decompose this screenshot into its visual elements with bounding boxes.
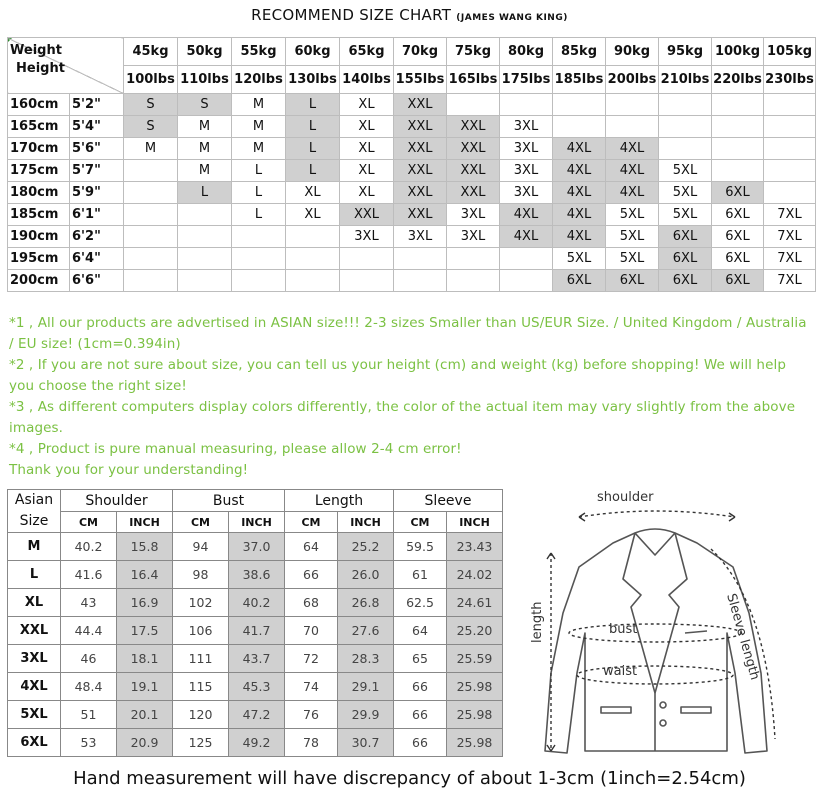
measure-value: 48.4: [61, 673, 117, 701]
chart-lbs-row: [8, 66, 816, 94]
size-cell: [340, 270, 394, 292]
chart-kg-row: [8, 38, 816, 66]
size-cell: [764, 116, 816, 138]
measure-value: 65: [394, 645, 447, 673]
size-cell: 6XL: [606, 270, 659, 292]
lbs-header: 130lbs: [286, 66, 340, 94]
measure-value: 61: [394, 561, 447, 589]
lbs-header: 155lbs: [394, 66, 447, 94]
size-cell: 5XL: [606, 226, 659, 248]
size-cell: 4XL: [606, 182, 659, 204]
chart-row: [8, 248, 816, 270]
size-cell: 6XL: [712, 226, 764, 248]
measure-value: 25.59: [447, 645, 503, 673]
size-cell: L: [232, 204, 286, 226]
measure-size: 5XL: [8, 701, 61, 729]
measure-value: 66: [394, 701, 447, 729]
size-cell: XXL: [394, 204, 447, 226]
size-cell: 7XL: [764, 270, 816, 292]
size-cell: [232, 248, 286, 270]
kg-header: 45kg: [124, 38, 178, 66]
size-cell: M: [232, 94, 286, 116]
footer-note: Hand measurement will have discrepancy of about 1-3cm (1inch=2.54cm): [73, 768, 746, 789]
size-cell: L: [286, 94, 340, 116]
size-cell: XXL: [394, 116, 447, 138]
height-ft: 5'4": [70, 116, 124, 138]
size-cell: [712, 116, 764, 138]
height-ft: 5'7": [70, 160, 124, 182]
measure-value: 76: [285, 701, 338, 729]
measure-value: 25.98: [447, 701, 503, 729]
size-cell: 7XL: [764, 248, 816, 270]
size-cell: XXL: [340, 204, 394, 226]
height-label: Height: [16, 61, 65, 76]
size-cell: XXL: [394, 138, 447, 160]
lbs-header: 110lbs: [178, 66, 232, 94]
size-cell: XXL: [394, 160, 447, 182]
lbs-header: 210lbs: [659, 66, 712, 94]
unit-header-cm: CM: [61, 512, 117, 533]
size-cell: XL: [340, 94, 394, 116]
size-cell: XL: [340, 116, 394, 138]
size-cell: [764, 138, 816, 160]
measure-value: 43: [61, 589, 117, 617]
size-cell: [712, 160, 764, 182]
measure-value: 66: [394, 673, 447, 701]
height-cm: 190cm: [8, 226, 70, 248]
measure-row: [8, 589, 503, 617]
size-cell: 4XL: [553, 182, 606, 204]
measure-group-header: Shoulder: [61, 490, 173, 512]
measure-value: 37.0: [229, 533, 285, 561]
size-cell: 3XL: [394, 226, 447, 248]
asian-size-header: [8, 490, 61, 533]
height-cm: 175cm: [8, 160, 70, 182]
size-cell: 6XL: [659, 248, 712, 270]
note-line: Thank you for your understanding!: [9, 462, 249, 478]
unit-header-inch: INCH: [447, 512, 503, 533]
size-cell: 5XL: [659, 160, 712, 182]
measure-row: [8, 561, 503, 589]
kg-header: 55kg: [232, 38, 286, 66]
measure-value: 70: [285, 617, 338, 645]
asian-label: Asian: [14, 492, 54, 508]
size-cell: M: [124, 138, 178, 160]
size-cell: 5XL: [606, 204, 659, 226]
size-cell: L: [178, 182, 232, 204]
kg-header: 85kg: [553, 38, 606, 66]
chart-row: [8, 160, 816, 182]
kg-header: 90kg: [606, 38, 659, 66]
chart-row: [8, 94, 816, 116]
size-cell: 7XL: [764, 204, 816, 226]
size-cell: [447, 94, 500, 116]
size-cell: 3XL: [500, 160, 553, 182]
bust-label: bust: [609, 622, 638, 637]
size-cell: [124, 248, 178, 270]
measure-value: 51: [61, 701, 117, 729]
measure-value: 46: [61, 645, 117, 673]
size-cell: [764, 94, 816, 116]
size-cell: L: [286, 116, 340, 138]
unit-header-cm: CM: [394, 512, 447, 533]
sleeve-label: Sleeve length: [723, 591, 763, 682]
size-cell: XL: [340, 138, 394, 160]
measure-value: 64: [285, 533, 338, 561]
size-cell: [606, 116, 659, 138]
size-cell: 3XL: [340, 226, 394, 248]
measure-value: 94: [173, 533, 229, 561]
size-cell: L: [286, 160, 340, 182]
size-cell: [500, 248, 553, 270]
measure-value: 19.1: [117, 673, 173, 701]
size-cell: 5XL: [659, 204, 712, 226]
size-cell: XL: [340, 160, 394, 182]
size-cell: [124, 182, 178, 204]
measure-row: [8, 533, 503, 561]
size-cell: [553, 116, 606, 138]
size-cell: [764, 160, 816, 182]
measure-row: [8, 673, 503, 701]
size-label: Size: [19, 513, 49, 529]
unit-header-inch: INCH: [229, 512, 285, 533]
size-cell: [712, 138, 764, 160]
height-cm: 185cm: [8, 204, 70, 226]
height-cm: 165cm: [8, 116, 70, 138]
lbs-header: 140lbs: [340, 66, 394, 94]
measure-header-row: [8, 490, 503, 512]
size-cell: [447, 248, 500, 270]
measure-value: 115: [173, 673, 229, 701]
size-cell: [286, 270, 340, 292]
size-cell: [232, 226, 286, 248]
height-ft: 6'2": [70, 226, 124, 248]
size-cell: L: [232, 160, 286, 182]
size-cell: XL: [340, 182, 394, 204]
height-ft: 6'1": [70, 204, 124, 226]
height-cm: 170cm: [8, 138, 70, 160]
kg-header: 50kg: [178, 38, 232, 66]
measure-value: 41.7: [229, 617, 285, 645]
measurement-table: [7, 489, 503, 757]
size-cell: 6XL: [553, 270, 606, 292]
size-cell: 3XL: [447, 204, 500, 226]
unit-header-inch: INCH: [117, 512, 173, 533]
measure-value: 53: [61, 729, 117, 757]
measure-unit-row: [8, 512, 503, 533]
size-cell: [447, 270, 500, 292]
size-cell: [178, 270, 232, 292]
size-cell: 6XL: [712, 248, 764, 270]
height-cm: 200cm: [8, 270, 70, 292]
kg-header: 70kg: [394, 38, 447, 66]
unit-header-inch: INCH: [338, 512, 394, 533]
chart-row: [8, 226, 816, 248]
size-cell: [500, 94, 553, 116]
size-cell: XXL: [394, 94, 447, 116]
measure-value: 28.3: [338, 645, 394, 673]
kg-header: 100kg: [712, 38, 764, 66]
size-cell: [178, 248, 232, 270]
kg-header: 80kg: [500, 38, 553, 66]
size-cell: 6XL: [712, 182, 764, 204]
measure-value: 26.8: [338, 589, 394, 617]
size-cell: 3XL: [500, 138, 553, 160]
size-cell: [659, 116, 712, 138]
chart-row: [8, 270, 816, 292]
size-cell: XL: [286, 204, 340, 226]
size-cell: [764, 182, 816, 204]
measure-value: 29.9: [338, 701, 394, 729]
lbs-header: 230lbs: [764, 66, 816, 94]
size-cell: [286, 248, 340, 270]
size-cell: S: [124, 116, 178, 138]
size-cell: 4XL: [553, 160, 606, 182]
note-line: *1 , All our products are advertised in ASIAN size!!! 2-3 sizes Smaller than US/EUR Size. / United Kingdom / Australia / EU size! (1cm=0.394in): [9, 315, 807, 352]
size-cell: S: [124, 94, 178, 116]
height-ft: 6'4": [70, 248, 124, 270]
lbs-header: 200lbs: [606, 66, 659, 94]
size-cell: [659, 94, 712, 116]
height-cm: 180cm: [8, 182, 70, 204]
size-cell: M: [232, 116, 286, 138]
chart-title-text: RECOMMEND SIZE CHART: [251, 6, 452, 24]
measure-value: 120: [173, 701, 229, 729]
measure-row: [8, 645, 503, 673]
chart-row: [8, 182, 816, 204]
size-cell: [394, 248, 447, 270]
size-cell: [659, 138, 712, 160]
lbs-header: 220lbs: [712, 66, 764, 94]
size-cell: S: [178, 94, 232, 116]
lbs-header: 185lbs: [553, 66, 606, 94]
size-cell: 4XL: [553, 138, 606, 160]
measure-value: 16.9: [117, 589, 173, 617]
measure-row: [8, 729, 503, 757]
measure-group-header: Bust: [173, 490, 285, 512]
measure-row: [8, 617, 503, 645]
size-cell: 6XL: [659, 270, 712, 292]
measure-value: 59.5: [394, 533, 447, 561]
size-cell: XXL: [447, 182, 500, 204]
note-line: *2 , If you are not sure about size, you can tell us your height (cm) and weight (kg) before shopping! We will help you choose the right size!: [9, 357, 787, 394]
size-cell: [553, 94, 606, 116]
measure-value: 74: [285, 673, 338, 701]
size-cell: [124, 204, 178, 226]
measure-size: 3XL: [8, 645, 61, 673]
size-cell: M: [178, 116, 232, 138]
lbs-header: 120lbs: [232, 66, 286, 94]
shoulder-label: shoulder: [597, 490, 654, 505]
size-cell: 4XL: [606, 160, 659, 182]
size-cell: [712, 94, 764, 116]
height-ft: 5'2": [70, 94, 124, 116]
size-cell: 4XL: [500, 204, 553, 226]
brand-label: (JAMES WANG KING): [456, 13, 568, 23]
size-cell: 3XL: [500, 182, 553, 204]
height-ft: 6'6": [70, 270, 124, 292]
measure-value: 43.7: [229, 645, 285, 673]
measure-size: 4XL: [8, 673, 61, 701]
chart-row: [8, 138, 816, 160]
size-cell: 6XL: [712, 270, 764, 292]
measure-value: 30.7: [338, 729, 394, 757]
kg-header: 60kg: [286, 38, 340, 66]
size-cell: [606, 94, 659, 116]
chart-row: [8, 204, 816, 226]
size-cell: M: [178, 160, 232, 182]
size-cell: XXL: [447, 138, 500, 160]
measure-value: 78: [285, 729, 338, 757]
size-cell: 3XL: [447, 226, 500, 248]
size-chart-table: [7, 37, 816, 292]
measure-value: 27.6: [338, 617, 394, 645]
lbs-header: 175lbs: [500, 66, 553, 94]
lbs-header: 100lbs: [124, 66, 178, 94]
measure-value: 49.2: [229, 729, 285, 757]
size-cell: [394, 270, 447, 292]
measure-value: 23.43: [447, 533, 503, 561]
measure-value: 41.6: [61, 561, 117, 589]
size-cell: [178, 204, 232, 226]
measure-value: 25.2: [338, 533, 394, 561]
unit-header-cm: CM: [285, 512, 338, 533]
size-cell: 5XL: [606, 248, 659, 270]
size-cell: XL: [286, 182, 340, 204]
measure-value: 62.5: [394, 589, 447, 617]
size-cell: M: [178, 138, 232, 160]
size-cell: 5XL: [659, 182, 712, 204]
measure-value: 18.1: [117, 645, 173, 673]
note-line: *4 , Product is pure manual measuring, please allow 2-4 cm error!: [9, 441, 462, 457]
measure-value: 98: [173, 561, 229, 589]
size-cell: XXL: [447, 160, 500, 182]
kg-header: 65kg: [340, 38, 394, 66]
size-cell: 4XL: [553, 226, 606, 248]
waist-label: waist: [603, 664, 638, 679]
note-line: *3 , As different computers display colors differently, the color of the actual item may vary slightly from the above images.: [9, 399, 796, 436]
measure-value: 47.2: [229, 701, 285, 729]
measure-value: 38.6: [229, 561, 285, 589]
size-cell: 6XL: [659, 226, 712, 248]
size-cell: 4XL: [606, 138, 659, 160]
kg-header: 75kg: [447, 38, 500, 66]
notes-section: [9, 313, 814, 481]
kg-header: 95kg: [659, 38, 712, 66]
lbs-header: 165lbs: [447, 66, 500, 94]
size-cell: [232, 270, 286, 292]
size-cell: 4XL: [500, 226, 553, 248]
measure-value: 45.3: [229, 673, 285, 701]
kg-header: 105kg: [764, 38, 816, 66]
measure-value: 25.98: [447, 673, 503, 701]
size-cell: [124, 160, 178, 182]
height-ft: 5'9": [70, 182, 124, 204]
measure-value: 17.5: [117, 617, 173, 645]
measure-value: 72: [285, 645, 338, 673]
size-cell: [124, 226, 178, 248]
height-cm: 195cm: [8, 248, 70, 270]
size-cell: XXL: [394, 182, 447, 204]
size-cell: L: [232, 182, 286, 204]
measure-value: 24.02: [447, 561, 503, 589]
size-cell: XXL: [447, 116, 500, 138]
measure-value: 106: [173, 617, 229, 645]
measure-value: 16.4: [117, 561, 173, 589]
weight-label: Weight: [10, 43, 62, 58]
chart-title: [0, 6, 819, 24]
measure-size: XXL: [8, 617, 61, 645]
size-cell: [178, 226, 232, 248]
size-cell: [124, 270, 178, 292]
measure-size: M: [8, 533, 61, 561]
measure-row: [8, 701, 503, 729]
measure-value: 20.9: [117, 729, 173, 757]
measure-value: 64: [394, 617, 447, 645]
size-cell: [500, 270, 553, 292]
height-ft: 5'6": [70, 138, 124, 160]
measure-group-header: Sleeve: [394, 490, 503, 512]
size-cell: [286, 226, 340, 248]
measure-value: 20.1: [117, 701, 173, 729]
size-cell: [340, 248, 394, 270]
size-cell: 4XL: [553, 204, 606, 226]
measure-value: 125: [173, 729, 229, 757]
size-cell: M: [232, 138, 286, 160]
length-label: length: [530, 601, 545, 643]
height-cm: 160cm: [8, 94, 70, 116]
size-cell: 7XL: [764, 226, 816, 248]
measure-size: L: [8, 561, 61, 589]
measure-size: XL: [8, 589, 61, 617]
measure-value: 44.4: [61, 617, 117, 645]
measure-value: 15.8: [117, 533, 173, 561]
size-cell: L: [286, 138, 340, 160]
measure-value: 25.20: [447, 617, 503, 645]
measure-value: 111: [173, 645, 229, 673]
jacket-diagram: [505, 483, 809, 763]
weight-height-header: [8, 38, 124, 94]
measure-value: 40.2: [61, 533, 117, 561]
unit-header-cm: CM: [173, 512, 229, 533]
size-cell: 5XL: [553, 248, 606, 270]
size-cell: 3XL: [500, 116, 553, 138]
measure-value: 68: [285, 589, 338, 617]
size-cell: 6XL: [712, 204, 764, 226]
measure-value: 25.98: [447, 729, 503, 757]
measure-value: 40.2: [229, 589, 285, 617]
measure-value: 24.61: [447, 589, 503, 617]
measure-group-header: Length: [285, 490, 394, 512]
measure-value: 66: [285, 561, 338, 589]
measure-value: 66: [394, 729, 447, 757]
measure-size: 6XL: [8, 729, 61, 757]
measure-value: 26.0: [338, 561, 394, 589]
measure-value: 29.1: [338, 673, 394, 701]
chart-row: [8, 116, 816, 138]
measure-value: 102: [173, 589, 229, 617]
